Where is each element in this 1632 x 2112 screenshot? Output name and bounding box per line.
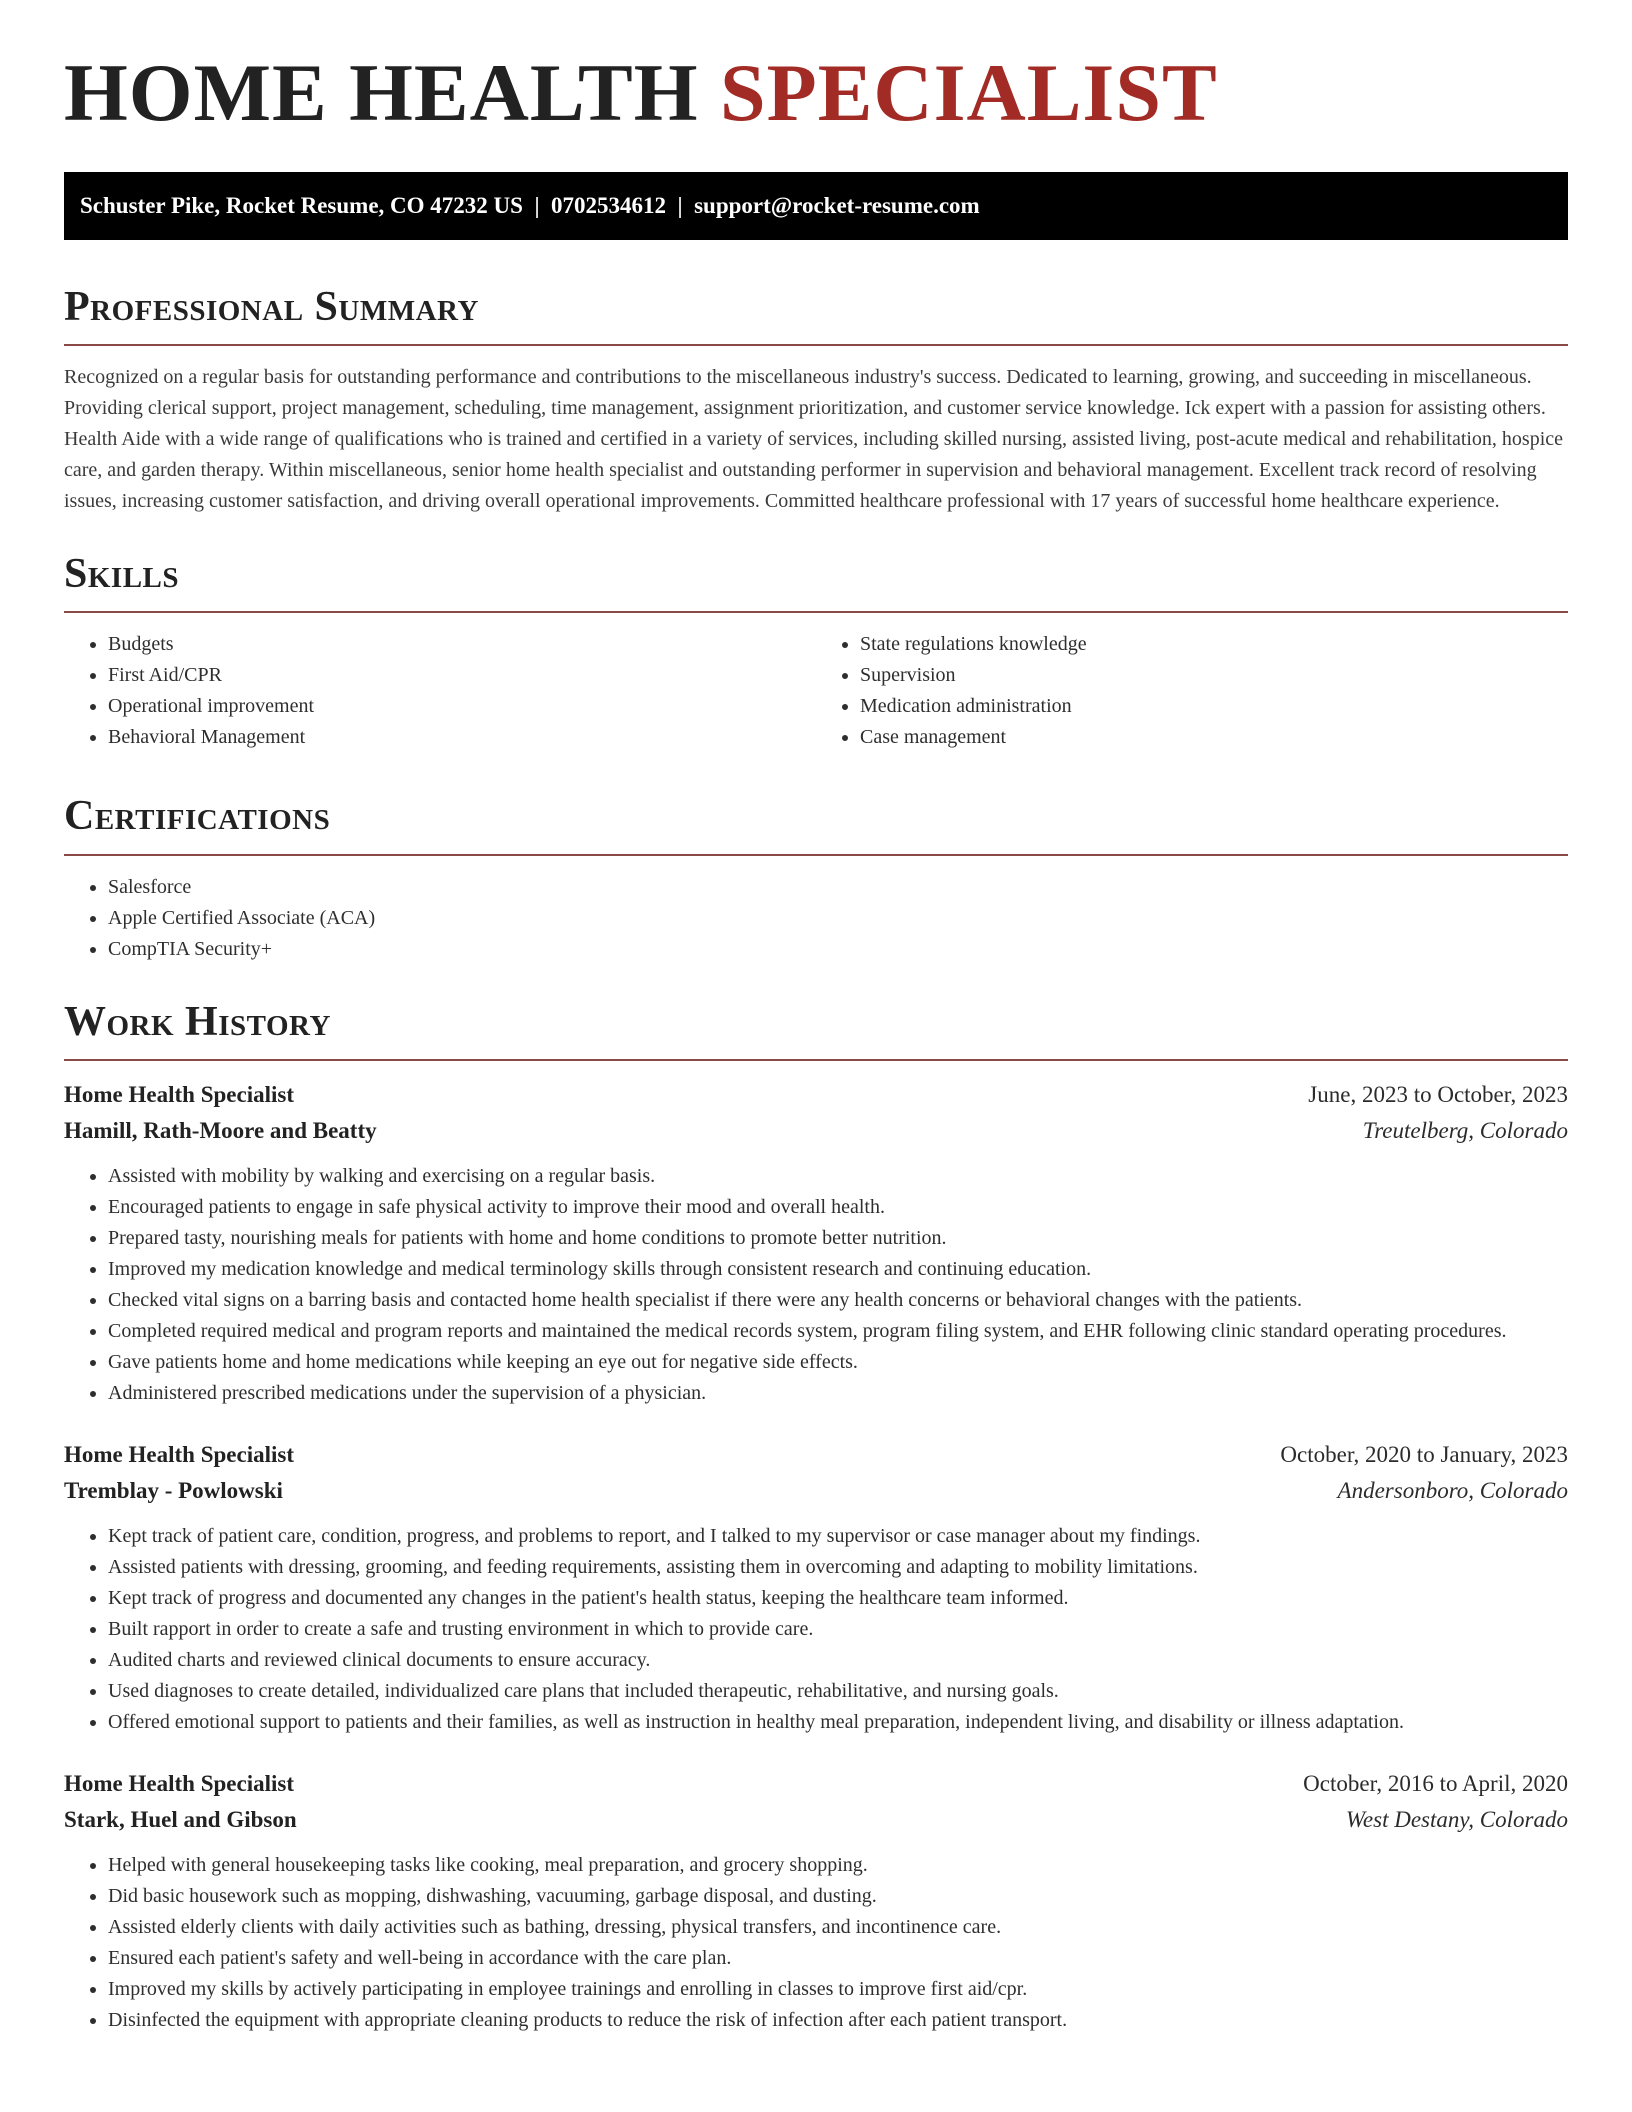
job-duty-item: • Helped with general housekeeping tasks like cooking, meal preparation, and grocery shopping. (108, 1850, 1568, 1881)
job-duty-item: • Kept track of progress and documented any changes in the patient's health status, keeping the healthcare team informed. (108, 1583, 1568, 1614)
job-duty-item: • Offered emotional support to patients and their families, as well as instruction in healthy meal preparation, independent living, and disability or illness adaptation. (108, 1707, 1568, 1738)
job-duty-item: • Assisted with mobility by walking and exercising on a regular basis. (108, 1161, 1568, 1192)
job-header-row (64, 1437, 1568, 1473)
contact-bar (64, 172, 1568, 240)
summary-section (64, 284, 1568, 517)
work-history-section (64, 999, 1568, 2036)
certifications-heading: Certifications (64, 793, 331, 840)
job-duty-item: • Improved my medication knowledge and medical terminology skills through consistent research and continuing education. (108, 1254, 1568, 1285)
skill-item: • First Aid/CPR (108, 660, 816, 691)
title-main: HOME HEALTH (64, 47, 699, 138)
job-entry (64, 1437, 1568, 1738)
job-duty-item: • Checked vital signs on a barring basis and contacted home health specialist if there were any health concerns or behavioral changes with the patients. (108, 1285, 1568, 1316)
job-duty-item: • Improved my skills by actively participating in employee trainings and enrolling in classes to improve first aid/cpr. (108, 1974, 1568, 2005)
job-duty-item: • Ensured each patient's safety and well-being in accordance with the care plan. (108, 1943, 1568, 1974)
contact-info: Schuster Pike, Rocket Resume, CO 47232 US | 0702534612 | support@rocket-resume.com (80, 193, 980, 218)
job-dates: June, 2023 to October, 2023 (1308, 1081, 1568, 1107)
job-duty-item: • Assisted patients with dressing, grooming, and feeding requirements, assisting them in overcoming and adapting to mobility limitations. (108, 1552, 1568, 1583)
section-divider (64, 1059, 1568, 1061)
skill-item: • State regulations knowledge (860, 629, 1568, 660)
skill-item: • Medication administration (860, 691, 1568, 722)
job-duty-item: • Kept track of patient care, condition, progress, and problems to report, and I talked to my supervisor or case manager about my findings. (108, 1521, 1568, 1552)
job-company: Hamill, Rath-Moore and Beatty (64, 1117, 377, 1143)
job-duty-item: • Gave patients home and home medications while keeping an eye out for negative side effects. (108, 1347, 1568, 1378)
job-duty-item: • Built rapport in order to create a safe and trusting environment in which to provide care. (108, 1614, 1568, 1645)
job-duty-item: • Encouraged patients to engage in safe physical activity to improve their mood and overall health. (108, 1192, 1568, 1223)
job-duty-item: • Audited charts and reviewed clinical documents to ensure accuracy. (108, 1645, 1568, 1676)
summary-text: Recognized on a regular basis for outstanding performance and contributions to the miscellaneous industry's success. Dedicated to learning, growing, and succeeding in miscellaneous. Providing clerical support, project management, scheduling, time management, assignment prioritization, and customer service knowledge. Ick expert with a passion for assisting others. Health Aide with a wide range of qualifications who is trained and certified in a variety of services, including skilled nursing, assisted living, post-acute medical and rehabilitation, hospice care, and garden therapy. Within miscellaneous, senior home health specialist and outstanding performer in supervision and behavioral management. Excellent track record of resolving issues, increasing customer satisfaction, and driving overall operational improvements. Committed healthcare professional with 17 years of successful home healthcare experience. (64, 366, 1564, 513)
skill-item: • Behavioral Management (108, 722, 816, 753)
job-entry (64, 1766, 1568, 2036)
summary-heading: Professional Summary (64, 284, 479, 330)
job-dates: October, 2016 to April, 2020 (1303, 1770, 1568, 1796)
job-duty-item: • Used diagnoses to create detailed, individualized care plans that included therapeutic, rehabilitative, and nursing goals. (108, 1676, 1568, 1707)
job-duty-item: • Administered prescribed medications under the supervision of a physician. (108, 1378, 1568, 1409)
certification-item: • Apple Certified Associate (ACA) (108, 903, 1568, 934)
skills-list-right (816, 629, 1568, 753)
certifications-list (64, 872, 1568, 965)
skill-item: • Case management (860, 722, 1568, 753)
job-company: Tremblay - Powlowski (64, 1477, 283, 1503)
job-company-row (64, 1113, 1568, 1149)
resume-title (64, 47, 1568, 138)
title-accent: SPECIALIST (720, 47, 1218, 138)
job-duty-item: • Assisted elderly clients with daily activities such as bathing, dressing, physical transfers, and incontinence care. (108, 1912, 1568, 1943)
skills-section (64, 551, 1568, 753)
certifications-section (64, 793, 1568, 964)
job-duty-item: • Prepared tasty, nourishing meals for patients with home and home conditions to promote better nutrition. (108, 1223, 1568, 1254)
job-duty-item: • Disinfected the equipment with appropriate cleaning products to reduce the risk of infection after each patient transport. (108, 2005, 1568, 2036)
skills-list-left (64, 629, 816, 753)
work-history-heading: Work History (64, 998, 331, 1045)
job-title: Home Health Specialist (64, 1081, 294, 1107)
section-divider (64, 611, 1568, 613)
job-entry (64, 1077, 1568, 1409)
job-company: Stark, Huel and Gibson (64, 1806, 297, 1832)
certification-item: • Salesforce (108, 872, 1568, 903)
section-divider (64, 854, 1568, 856)
skill-item: • Supervision (860, 660, 1568, 691)
job-dates: October, 2020 to January, 2023 (1280, 1441, 1568, 1467)
job-company-row (64, 1802, 1568, 1838)
skills-grid (64, 629, 1568, 753)
job-duties-list (64, 1850, 1568, 2036)
job-title: Home Health Specialist (64, 1770, 294, 1796)
job-location: West Destany, Colorado (1345, 1806, 1568, 1832)
skill-item: • Operational improvement (108, 691, 816, 722)
job-location: Treutelberg, Colorado (1362, 1117, 1568, 1143)
job-header-row (64, 1077, 1568, 1113)
skill-item: • Budgets (108, 629, 816, 660)
job-duty-item: • Did basic housework such as mopping, dishwashing, vacuuming, garbage disposal, and dusting. (108, 1881, 1568, 1912)
job-duty-item: • Completed required medical and program reports and maintained the medical records system, program filing system, and EHR following clinic standard operating procedures. (108, 1316, 1568, 1347)
job-duties-list (64, 1521, 1568, 1738)
job-location: Andersonboro, Colorado (1337, 1477, 1568, 1503)
skills-heading: Skills (64, 551, 180, 598)
job-duties-list (64, 1161, 1568, 1409)
job-title: Home Health Specialist (64, 1441, 294, 1467)
job-header-row (64, 1766, 1568, 1802)
job-company-row (64, 1473, 1568, 1509)
section-divider (64, 344, 1568, 346)
certification-item: • CompTIA Security+ (108, 934, 1568, 965)
